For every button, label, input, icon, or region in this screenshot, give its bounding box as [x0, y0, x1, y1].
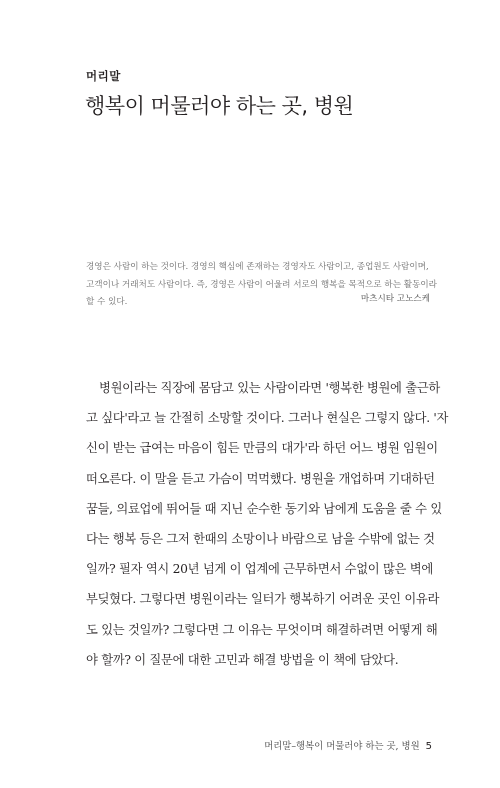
body-line: 떠오른다. 이 말을 듣고 가슴이 먹먹했다. 병원을 개업하며 기대하던 — [86, 471, 435, 486]
epigraph-line: 경영은 사람이 하는 것이다. 경영의 핵심에 존재하는 경영자도 사람이고, 종업원도 사람이며, — [86, 262, 429, 272]
body-paragraph — [86, 373, 449, 675]
running-title: 머리말–행복이 머물러야 하는 곳, 병원 — [264, 741, 420, 752]
section-label: 머리말 — [86, 69, 121, 83]
page-number: 5 — [425, 741, 432, 752]
body-line: 고 싶다'라고 늘 간절히 소망할 것이다. 그러나 현실은 그렇지 않다. '자 — [86, 411, 449, 426]
page-footer — [264, 738, 432, 752]
body-line: 병원이라는 직장에 몸담고 있는 사람이라면 '행복한 병원에 출근하 — [99, 381, 440, 395]
epigraph-attribution: 마츠시타 고노스케 — [360, 294, 430, 304]
chapter-title: 행복이 머물러야 하는 곳, 병원 — [85, 94, 354, 118]
body-line: 부딪혔다. 그렇다면 병원이라는 일터가 행복하기 어려운 곳인 이유라 — [86, 592, 440, 607]
epigraph-line: 고객이나 거래처도 사람이다. 즉, 경영은 사람이 어울려 서로의 행복을 목적으로 하는 활동이라 — [86, 279, 437, 290]
body-line: 다는 행복 등은 그저 한때의 소망이나 바람으로 남을 수밖에 없는 것 — [86, 532, 435, 547]
body-line: 도 있는 것일까? 그렇다면 그 이유는 무엇이며 해결하려면 어떻게 해 — [86, 622, 438, 637]
body-line: 일까? 필자 역시 20년 넘게 이 업계에 근무하면서 수없이 많은 벽에 — [86, 562, 433, 577]
epigraph-line: 할 수 있다. — [86, 297, 128, 308]
body-line: 신이 받는 급여는 마음이 힘든 만큼의 대가'라 하던 어느 병원 임원이 — [86, 441, 438, 456]
body-line: 꿈들, 의료업에 뛰어들 때 지닌 순수한 동기와 남에게 도움을 줄 수 있 — [86, 501, 442, 516]
body-line: 야 할까? 이 질문에 대한 고민과 해결 방법을 이 책에 담았다. — [86, 652, 399, 667]
